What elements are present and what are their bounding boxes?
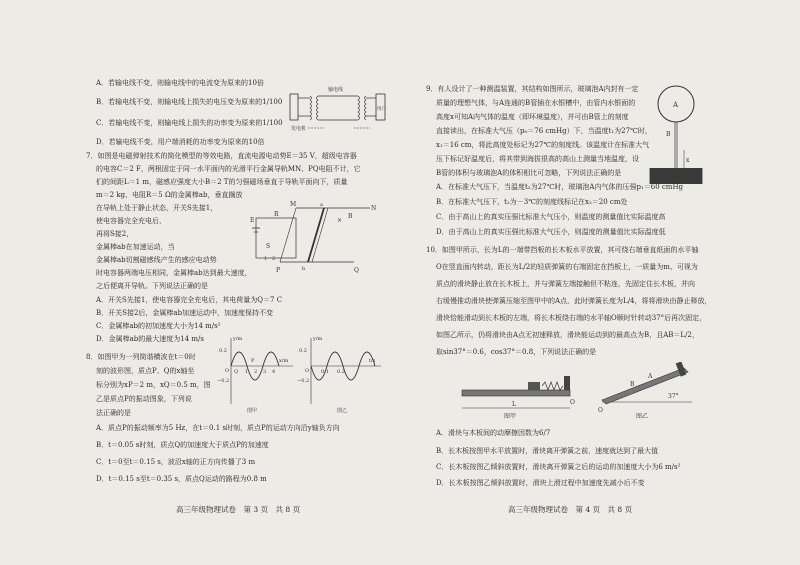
q9-line-2: 质量的理想气体，与A连通的B管插在水银槽中，由管内水银面的 xyxy=(436,99,636,107)
q9-label-x: x xyxy=(686,157,690,164)
q10-line-1: 10．如图甲所示，长为L的一端带挡板的长木板水平放置，其可绕右端垂直纸面的水平轴 xyxy=(426,246,699,254)
q6-generator-label: 发电机 xyxy=(291,126,307,132)
q9-option-b: B．在标准大气压下，t₂为－3℃的刻度线标记在x₂＝20 cm处 xyxy=(436,198,628,206)
q10-line-5: 滑块恰能滑动到长木板的左端，将长木板绕右端的水平轴O顺时针转动37°后再次固定， xyxy=(436,314,707,322)
q9-line-3: 高度x可知A内气体的温度（即环境温度），并可由B管上的刻度 xyxy=(436,113,629,121)
q8-fig1-Q: Q xyxy=(234,369,239,375)
q6-option-a: A．若输电线不变，则输电线中的电流变为原来的10倍 xyxy=(96,79,264,87)
q8-fig1-m02: −0.2 xyxy=(217,378,230,384)
q8-fig1-O: O xyxy=(225,368,230,374)
q10-label-B: B xyxy=(630,381,635,388)
q9-label-A: A xyxy=(673,101,679,109)
q8-fig2-tlabel: t/s xyxy=(369,358,376,364)
q10-label-angle: 37° xyxy=(668,393,679,400)
q8-fig1-p02: 0.2 xyxy=(219,348,227,354)
q10-fig2-caption: 图乙 xyxy=(636,413,649,420)
q8-line-4: 乙是质点P的振动图象，下列说 xyxy=(96,395,192,403)
right-footer: 高三年级物理试卷 第 4 页 共 8 页 xyxy=(508,505,633,514)
q10-fig1-caption: 图甲 xyxy=(504,413,517,420)
q8-fig1-tick1: 1 xyxy=(245,369,249,375)
q8-fig2-O: O xyxy=(305,368,310,374)
q8-fig2-ylabel: y/m xyxy=(313,336,323,342)
q7-line-5: 在导轨上处于静止状态，开关S先接1， xyxy=(96,204,218,212)
q7-label-B: B xyxy=(348,213,353,220)
q9-line-4: 直接读出，在标准大气压（p₀＝76 cmHg）下，当温度t₁为27℃时， xyxy=(436,127,652,135)
q8-wave-diagram xyxy=(215,332,385,414)
q9-line-6: 压下标记好温度后，将其带到海拔很高的高山上测量当地温度，设 xyxy=(436,155,639,163)
q10-option-d: D．长木板按图乙倾斜放置时，滑块上滑过程中加速度先减小后不变 xyxy=(436,479,645,487)
q8-fig2-p02: 0.2 xyxy=(299,348,307,354)
svg-text:×: × xyxy=(337,217,343,224)
q6-user-label: 用户 xyxy=(377,107,386,112)
q8-option-c: C．t＝0至t＝0.15 s，波沿x轴的正方向传播了3 m xyxy=(96,458,256,466)
q8-fig1-tick3: 3 xyxy=(263,369,267,375)
q7-line-4: m＝2 kg、电阻R＝5 Ω的金属棒ab，垂直搁放 xyxy=(96,191,243,199)
q7-label-P: P xyxy=(276,267,281,274)
q8-fig1-tick4: 4 xyxy=(272,369,276,375)
q7-label-N: N xyxy=(371,205,377,212)
q7-label-a: a xyxy=(320,202,323,208)
q10-line-2: O在竖直面内转动，距长为L/2的轻质弹簧的右端固定在挡板上，一质量为m、可视为 xyxy=(436,263,698,271)
q7-line-9: 金属棒ab切割磁感线产生的感应电动势 xyxy=(96,256,217,264)
q7-line-6: 使电容器完全充电后， xyxy=(96,217,166,225)
q7-line-7: 再将S接2， xyxy=(96,230,134,238)
q7-option-a: A．开关S先接1，使电容器完全充电后，其电荷量为Q＝7 C xyxy=(96,296,283,304)
q8-line-2: 刻的波形图，质点P、Q的x轴坐 xyxy=(96,367,195,375)
q9-option-d: D．由于高山上的真实压强比标准大气压小，则温度的测量值比实际温度低 xyxy=(436,228,666,236)
q7-line-3: 们的间距L＝1 m，磁感应强度大小B＝2 T的匀强磁场垂直于导轨平面向下，质量 xyxy=(96,178,348,186)
q10-option-c: C．长木板按图乙倾斜放置时，滑块离开弹簧之后的运动的加速度大小为6 m/s² xyxy=(436,463,681,471)
q7-line-11: 之后便离开导轨。下列说法正确的是 xyxy=(96,282,208,290)
q10-option-a: A．滑块与木板间的动摩擦因数为6/7 xyxy=(436,429,551,437)
q8-option-b: B．t＝0.05 s时刻，质点Q的加速度大于质点P的加速度 xyxy=(96,441,269,449)
q8-fig1-tick2: 2 xyxy=(254,369,258,375)
q7-rail-gun-diagram xyxy=(250,198,380,280)
q10-label-O1: O xyxy=(570,399,575,406)
q10-line-4: 右缓慢推动滑块使弹簧压缩至图甲中的A点，此时弹簧长度为L/4，将将滑块由静止释放， xyxy=(436,297,712,305)
q8-line-5: 法正确的是 xyxy=(96,409,131,417)
q9-line-7: B管的体积与玻璃泡A的体积相比可忽略，下列说法正确的是 xyxy=(436,169,622,177)
q7-label-E: E xyxy=(250,217,255,224)
q6-option-c: C．若输电线不变，则输电线上损失的功率变为原来的1/100 xyxy=(96,119,283,127)
q8-fig2-t01: 0.1 xyxy=(321,369,329,375)
q7-label-2: 2 xyxy=(272,256,276,262)
q8-fig2-t02: 0.2 xyxy=(337,369,345,375)
q6-line-label: 输电线 xyxy=(328,87,344,93)
q7-label-b: b xyxy=(302,266,306,272)
q9-option-c: C．由于高山上的真实压强比标准大气压小，则温度的测量值比实际温度高 xyxy=(436,213,666,221)
q7-label-S: S xyxy=(266,243,271,250)
q8-fig2-caption: 图乙 xyxy=(337,408,348,414)
q10-board-diagram xyxy=(452,362,702,424)
q8-fig1-caption: 图甲 xyxy=(247,408,258,414)
q8-fig1-ylabel: y/m xyxy=(233,336,243,342)
q8-line-3: 标分别为xP＝2 m，xQ＝0.5 m，图 xyxy=(96,381,211,389)
q10-label-O2: O xyxy=(598,407,603,414)
q10-line-6: 如图乙所示，仍将滑块由A点无初速释放，滑块能运动到的最高点为B，且AB＝L/2， xyxy=(436,331,699,339)
q10-line-3: 质点的滑块静止放在长木板上，并与弹簧左端接触但不粘连，先固定住长木板，并向 xyxy=(436,280,695,288)
q8-option-a: A．质点P的振动频率为5 Hz，在t＝0.1 s时刻，质点P的运动方向沿y轴负方向 xyxy=(96,424,340,432)
q7-line-10: 时电容器两端电压相同，金属棒ab达到最大速度， xyxy=(96,269,252,277)
q9-label-B: B xyxy=(666,131,671,138)
q6-option-b: B．若输电线不变，则输电线上损失的电压变为原来的1/100 xyxy=(96,98,283,106)
q7-label-1: 1 xyxy=(264,256,268,262)
q8-fig1-P: P xyxy=(251,358,255,364)
q7-line-2: 的电容C＝2 F，两根固定于同一水平面内的光滑平行金属导轨MN、PQ电阻不计，它 xyxy=(96,165,361,173)
q8-option-d: D．t＝0.15 s至t＝0.35 s，质点Q运动的路程为0.8 m xyxy=(96,475,267,483)
left-footer: 高三年级物理试卷 第 3 页 共 8 页 xyxy=(176,505,301,514)
q9-line-5: x₁＝16 cm，将此高度处标记为27℃的刻度线。该温度计在标准大气 xyxy=(436,141,650,149)
q10-line-7: 取sin37°＝0.6，cos37°＝0.8，下列说法正确的是 xyxy=(436,348,597,356)
q8-line-1: 8．如图甲为一列简谐横波在t＝0时 xyxy=(86,353,196,361)
q7-option-b: B．开关S接2后，金属棒ab加速运动中，加速度保持不变 xyxy=(96,309,274,317)
q9-thermometer-diagram xyxy=(646,80,706,190)
q7-line-1: 7．如图是电磁弹射技术的简化模型的等效电路，直流电源电动势E＝35 V，超级电容器 xyxy=(86,152,357,160)
q7-option-d: D．金属棒ab的最大速度为14 m/s xyxy=(96,335,204,343)
q10-label-L: L xyxy=(512,401,516,408)
q8-fig1-xlabel: x/m xyxy=(279,358,289,364)
q7-line-8: 金属棒ab在加速运动，当 xyxy=(96,243,175,251)
q9-option-a: A．在标准大气压下，当温度t₂为27℃时，玻璃泡A内气体的压强p₁＝60 cmHg xyxy=(436,183,684,191)
q6-transmission-diagram xyxy=(288,80,388,140)
q10-option-b: B．长木板按图甲水平放置时，滑块离开弹簧之前，速度就达到了最大值 xyxy=(436,447,659,455)
q9-line-1: 9．有人设计了一种测温装置，其结构如图所示，玻璃泡A内封有一定 xyxy=(426,85,639,93)
q8-fig2-m02: −0.2 xyxy=(297,378,310,384)
q7-option-c: C．金属棒ab的初加速度大小为14 m/s² xyxy=(96,322,221,330)
q10-label-A: A xyxy=(648,373,653,380)
q6-option-d: D．若输电线不变，用户端消耗的功率变为原来的10倍 xyxy=(96,138,265,146)
q7-label-R: R xyxy=(274,211,279,218)
q7-label-Q: Q xyxy=(354,267,359,274)
q7-label-M: M xyxy=(290,201,297,208)
